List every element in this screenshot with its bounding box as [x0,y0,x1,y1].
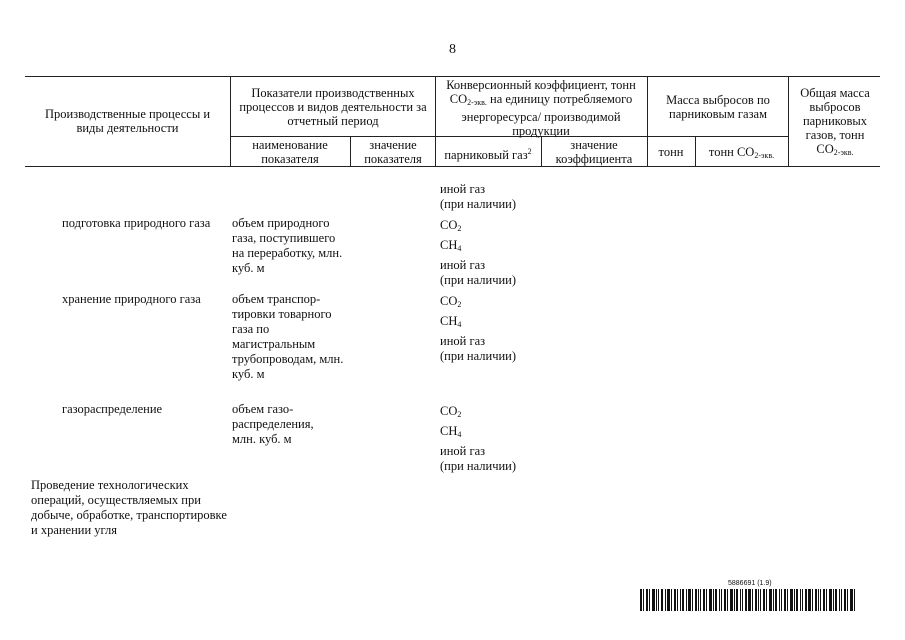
header-processes: Производственные процессы и виды деятельности [44,107,211,135]
if-present-label: (при наличии) [440,349,517,363]
other-gas-label: иной газ [440,182,486,196]
indicator-gas-distribution: объем газо-распределения, млн. куб. м [232,402,314,446]
process-gas-distribution: газораспределение [62,402,163,416]
header-coef-value: значение коэффициента [555,138,633,166]
header-tonnes-co2: тонн $CO_{2-экв.}$ [708,145,775,160]
header-gas: парниковый газ$^2$ [444,147,532,162]
if-present-label: (при наличии) [440,459,517,473]
other-gas-label: иной газ [440,334,486,348]
gas-co2: $CO_2$ [440,218,462,233]
gas-co2: $CO_2$ [440,404,462,419]
header-indicator-value: значение показателя [364,138,422,166]
indicator-gas-preparation: объем природного газа, поступившего на переработку, млн. куб. м [232,216,343,275]
header-total-mass: Общая масса выбросов парниковых газов, тонн $CO_{2-экв.}$ [800,86,870,157]
process-gas-preparation: подготовка природного газа [62,216,211,230]
barcode-image [640,589,855,611]
header-indicator-name: наименование показателя [252,138,328,166]
process-gas-storage: хранение природного газа [62,292,201,306]
process-coal-operations: Проведение технологических операций, осуществляемых при добыче, обработке, транспортировке и хранении угля [31,478,227,537]
header-coefficient: Конверсионный коэффициент, тонн $CO_{2-экв.}$ на единицу потребляемого энергоресурса/ производимой продукции [446,78,636,138]
gas-ch4: $CH_4$ [440,314,462,329]
barcode-label: 5886691 (1.9) [728,580,772,587]
page-number: 8 [449,42,456,57]
gas-ch4: $CH_4$ [440,424,462,439]
gas-ch4: $CH_4$ [440,238,462,253]
other-gas-label: иной газ [440,444,486,458]
header-tonnes: тонн [658,145,684,159]
header-indicators: Показатели производственных процессов и видов деятельности за отчетный период [239,86,427,128]
if-present-label: (при наличии) [440,273,517,287]
gas-co2: $CO_2$ [440,294,462,309]
other-gas-label: иной газ [440,258,486,272]
if-present-label: (при наличии) [440,197,517,211]
indicator-gas-storage: объем транспор-тировки товарного газа по магистральным трубопроводам, млн. куб. м [232,292,344,381]
header-emission-mass: Масса выбросов по парниковым газам [666,93,770,121]
